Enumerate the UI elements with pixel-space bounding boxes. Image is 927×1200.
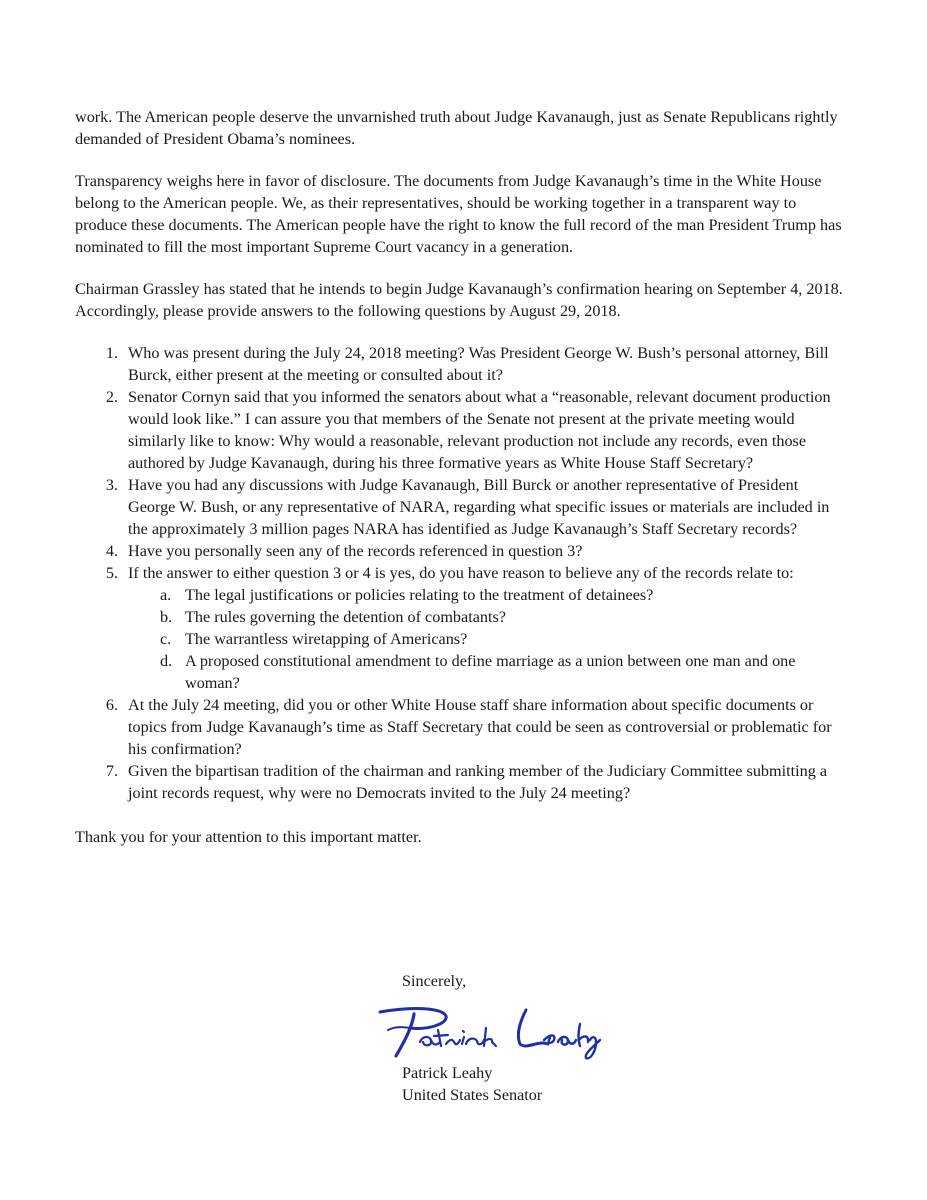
question-number: 6. (105, 696, 118, 714)
sub-question-list (128, 584, 845, 694)
question-item (75, 474, 845, 540)
question-item (75, 386, 845, 474)
sub-question-letter: a. (160, 586, 172, 604)
thanks-line: Thank you for your attention to this important matter. (75, 828, 422, 846)
question-number: 5. (105, 564, 118, 582)
question-item (75, 694, 845, 760)
question-number: 3. (105, 476, 118, 494)
questions-list (75, 342, 845, 804)
question-number: 2. (105, 388, 118, 406)
paragraph-transparency: Transparency weighs here in favor of disclosure. The documents from Judge Kavanaugh’s time in the White House belong to the American people. We, as their representatives, should be working together in a transparent way to produce these documents. The American people have the right to know the full record of the man President Trump has nominated to fill the most important Supreme Court vacancy in a generation. (75, 172, 842, 256)
question-number: 4. (105, 542, 118, 560)
sub-question-item (128, 628, 845, 650)
question-text: Who was present during the July 24, 2018 meeting? Was President George W. Bush’s personal attorney, Bill Burck, either present at the meeting or consulted about it? (128, 344, 829, 384)
sub-question-item (128, 584, 845, 606)
question-text: Have you personally seen any of the records referenced in question 3? (128, 542, 583, 560)
paragraph-deadline: Chairman Grassley has stated that he intends to begin Judge Kavanaugh’s confirmation hearing on September 4, 2018. Accordingly, please provide answers to the following questions by August 29, 2018. (75, 280, 843, 320)
closing-salutation: Sincerely, (402, 972, 467, 990)
sub-question-letter: b. (160, 608, 173, 626)
question-text: If the answer to either question 3 or 4 is yes, do you have reason to believe any of the records relate to: (128, 564, 794, 582)
question-text: Senator Cornyn said that you informed the senators about what a “reasonable, relevant document production would look like.” I can assure you that members of the Senate not present at the private meeting would similarly like to know: Why would a reasonable, relevant production not include any records, even those authored by Judge Kavanaugh, during his three formative years as White House Staff Secretary? (128, 388, 831, 472)
question-number: 1. (105, 344, 118, 362)
question-item (75, 540, 845, 562)
sub-question-item (128, 650, 845, 694)
sub-question-item (128, 606, 845, 628)
question-number: 7. (105, 762, 118, 780)
paragraph-continuation: work. The American people deserve the unvarnished truth about Judge Kavanaugh, just as Senate Republicans rightly demanded of President Obama’s nominees. (75, 108, 838, 148)
handwritten-signature (374, 1000, 644, 1062)
sub-question-letter: d. (160, 652, 173, 670)
signer-name: Patrick Leahy (402, 1064, 493, 1082)
sub-question-text: A proposed constitutional amendment to define marriage as a union between one man and one woman? (185, 652, 796, 692)
question-item (75, 760, 845, 804)
question-text: Have you had any discussions with Judge Kavanaugh, Bill Burck or another representative of President George W. Bush, or any representative of NARA, regarding what specific issues or materials are included in the approximately 3 million pages NARA has identified as Judge Kavanaugh’s Staff Secretary records? (128, 476, 830, 538)
question-text: Given the bipartisan tradition of the chairman and ranking member of the Judiciary Committee submitting a joint records request, why were no Democrats invited to the July 24 meeting? (128, 762, 828, 802)
question-item (75, 562, 845, 694)
closing-block (402, 970, 782, 1106)
signer-title: United States Senator (402, 1086, 543, 1104)
question-item (75, 342, 845, 386)
sub-question-text: The warrantless wiretapping of Americans? (185, 630, 468, 648)
letter-body (75, 106, 845, 868)
sub-question-text: The rules governing the detention of combatants? (185, 608, 506, 626)
sub-question-text: The legal justifications or policies relating to the treatment of detainees? (185, 586, 654, 604)
sub-question-letter: c. (160, 630, 172, 648)
question-text: At the July 24 meeting, did you or other White House staff share information about specific documents or topics from Judge Kavanaugh’s time as Staff Secretary that could be seen as controversial or problematic for his confirmation? (128, 696, 832, 758)
